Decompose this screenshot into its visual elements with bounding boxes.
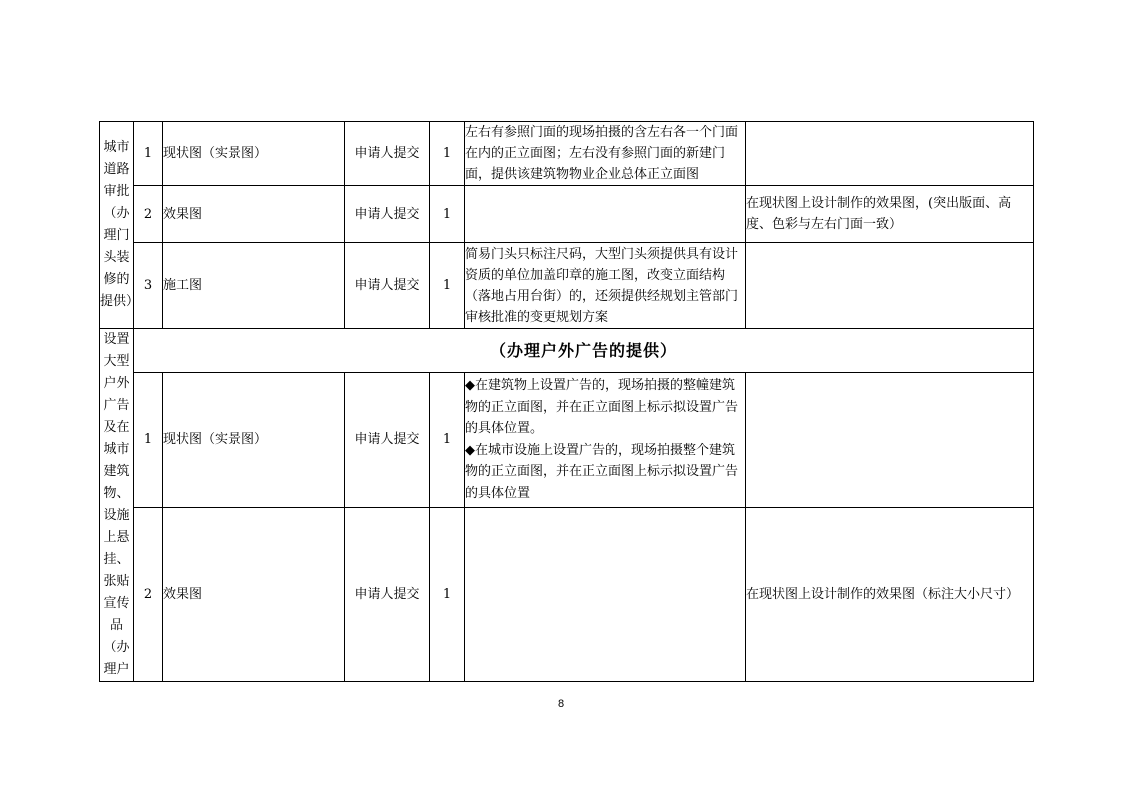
table-row [100, 186, 1034, 243]
submitter: 申请人提交 [345, 122, 430, 186]
category-cell: 设置大型户外广告及在城市建筑物、设施上悬挂、张贴宣传品（办理户 [100, 329, 134, 682]
table-row [100, 507, 1034, 681]
note: 在现状图上设计制作的效果图（标注大小尺寸） [746, 507, 1034, 681]
quantity: 1 [430, 186, 465, 243]
material-name: 现状图（实景图） [163, 122, 345, 186]
requirement: 简易门头只标注尺码，大型门头须提供具有设计资质的单位加盖印章的施工图，改变立面结构（落地占用台街）的，还须提供经规划主管部门审核批准的变更规划方案 [465, 243, 746, 329]
requirement-bullet: ◆在城市设施上设置广告的，现场拍摄整个建筑物的正立面图，并在正立面图上标示拟设置广告的具体位置 [465, 442, 739, 501]
table-row [100, 329, 1034, 373]
requirement [465, 507, 746, 681]
requirement [465, 186, 746, 243]
row-number: 1 [134, 373, 163, 507]
row-number: 3 [134, 243, 163, 329]
requirement-bullet: ◆在建筑物上设置广告的，现场拍摄的整幢建筑物的正立面图，并在正立面图上标示拟设置广告的具体位置。 [465, 378, 739, 437]
submitter: 申请人提交 [345, 243, 430, 329]
table-row [100, 243, 1034, 329]
category-cell: 城市道路审批（办理门头装修的提供） [100, 122, 134, 329]
table-row [100, 122, 1034, 186]
note: 在现状图上设计制作的效果图，(突出版面、高度、色彩与左右门面一致） [746, 186, 1034, 243]
quantity: 1 [430, 122, 465, 186]
submitter: 申请人提交 [345, 507, 430, 681]
section-title: （办理户外广告的提供） [134, 329, 1034, 373]
note [746, 243, 1034, 329]
requirement [465, 373, 746, 507]
row-number: 2 [134, 507, 163, 681]
submitter: 申请人提交 [345, 373, 430, 507]
material-name: 效果图 [163, 507, 345, 681]
submitter: 申请人提交 [345, 186, 430, 243]
material-name: 现状图（实景图） [163, 373, 345, 507]
requirement: 左右有参照门面的现场拍摄的含左右各一个门面在内的正立面图；左右没有参照门面的新建门面，提供该建筑物物业企业总体正立面图 [465, 122, 746, 186]
note [746, 122, 1034, 186]
materials-table [99, 121, 1034, 682]
page-number: 8 [557, 698, 565, 710]
quantity: 1 [430, 243, 465, 329]
material-name: 效果图 [163, 186, 345, 243]
quantity: 1 [430, 373, 465, 507]
quantity: 1 [430, 507, 465, 681]
note [746, 373, 1034, 507]
row-number: 2 [134, 186, 163, 243]
row-number: 1 [134, 122, 163, 186]
material-name: 施工图 [163, 243, 345, 329]
table-row [100, 373, 1034, 507]
